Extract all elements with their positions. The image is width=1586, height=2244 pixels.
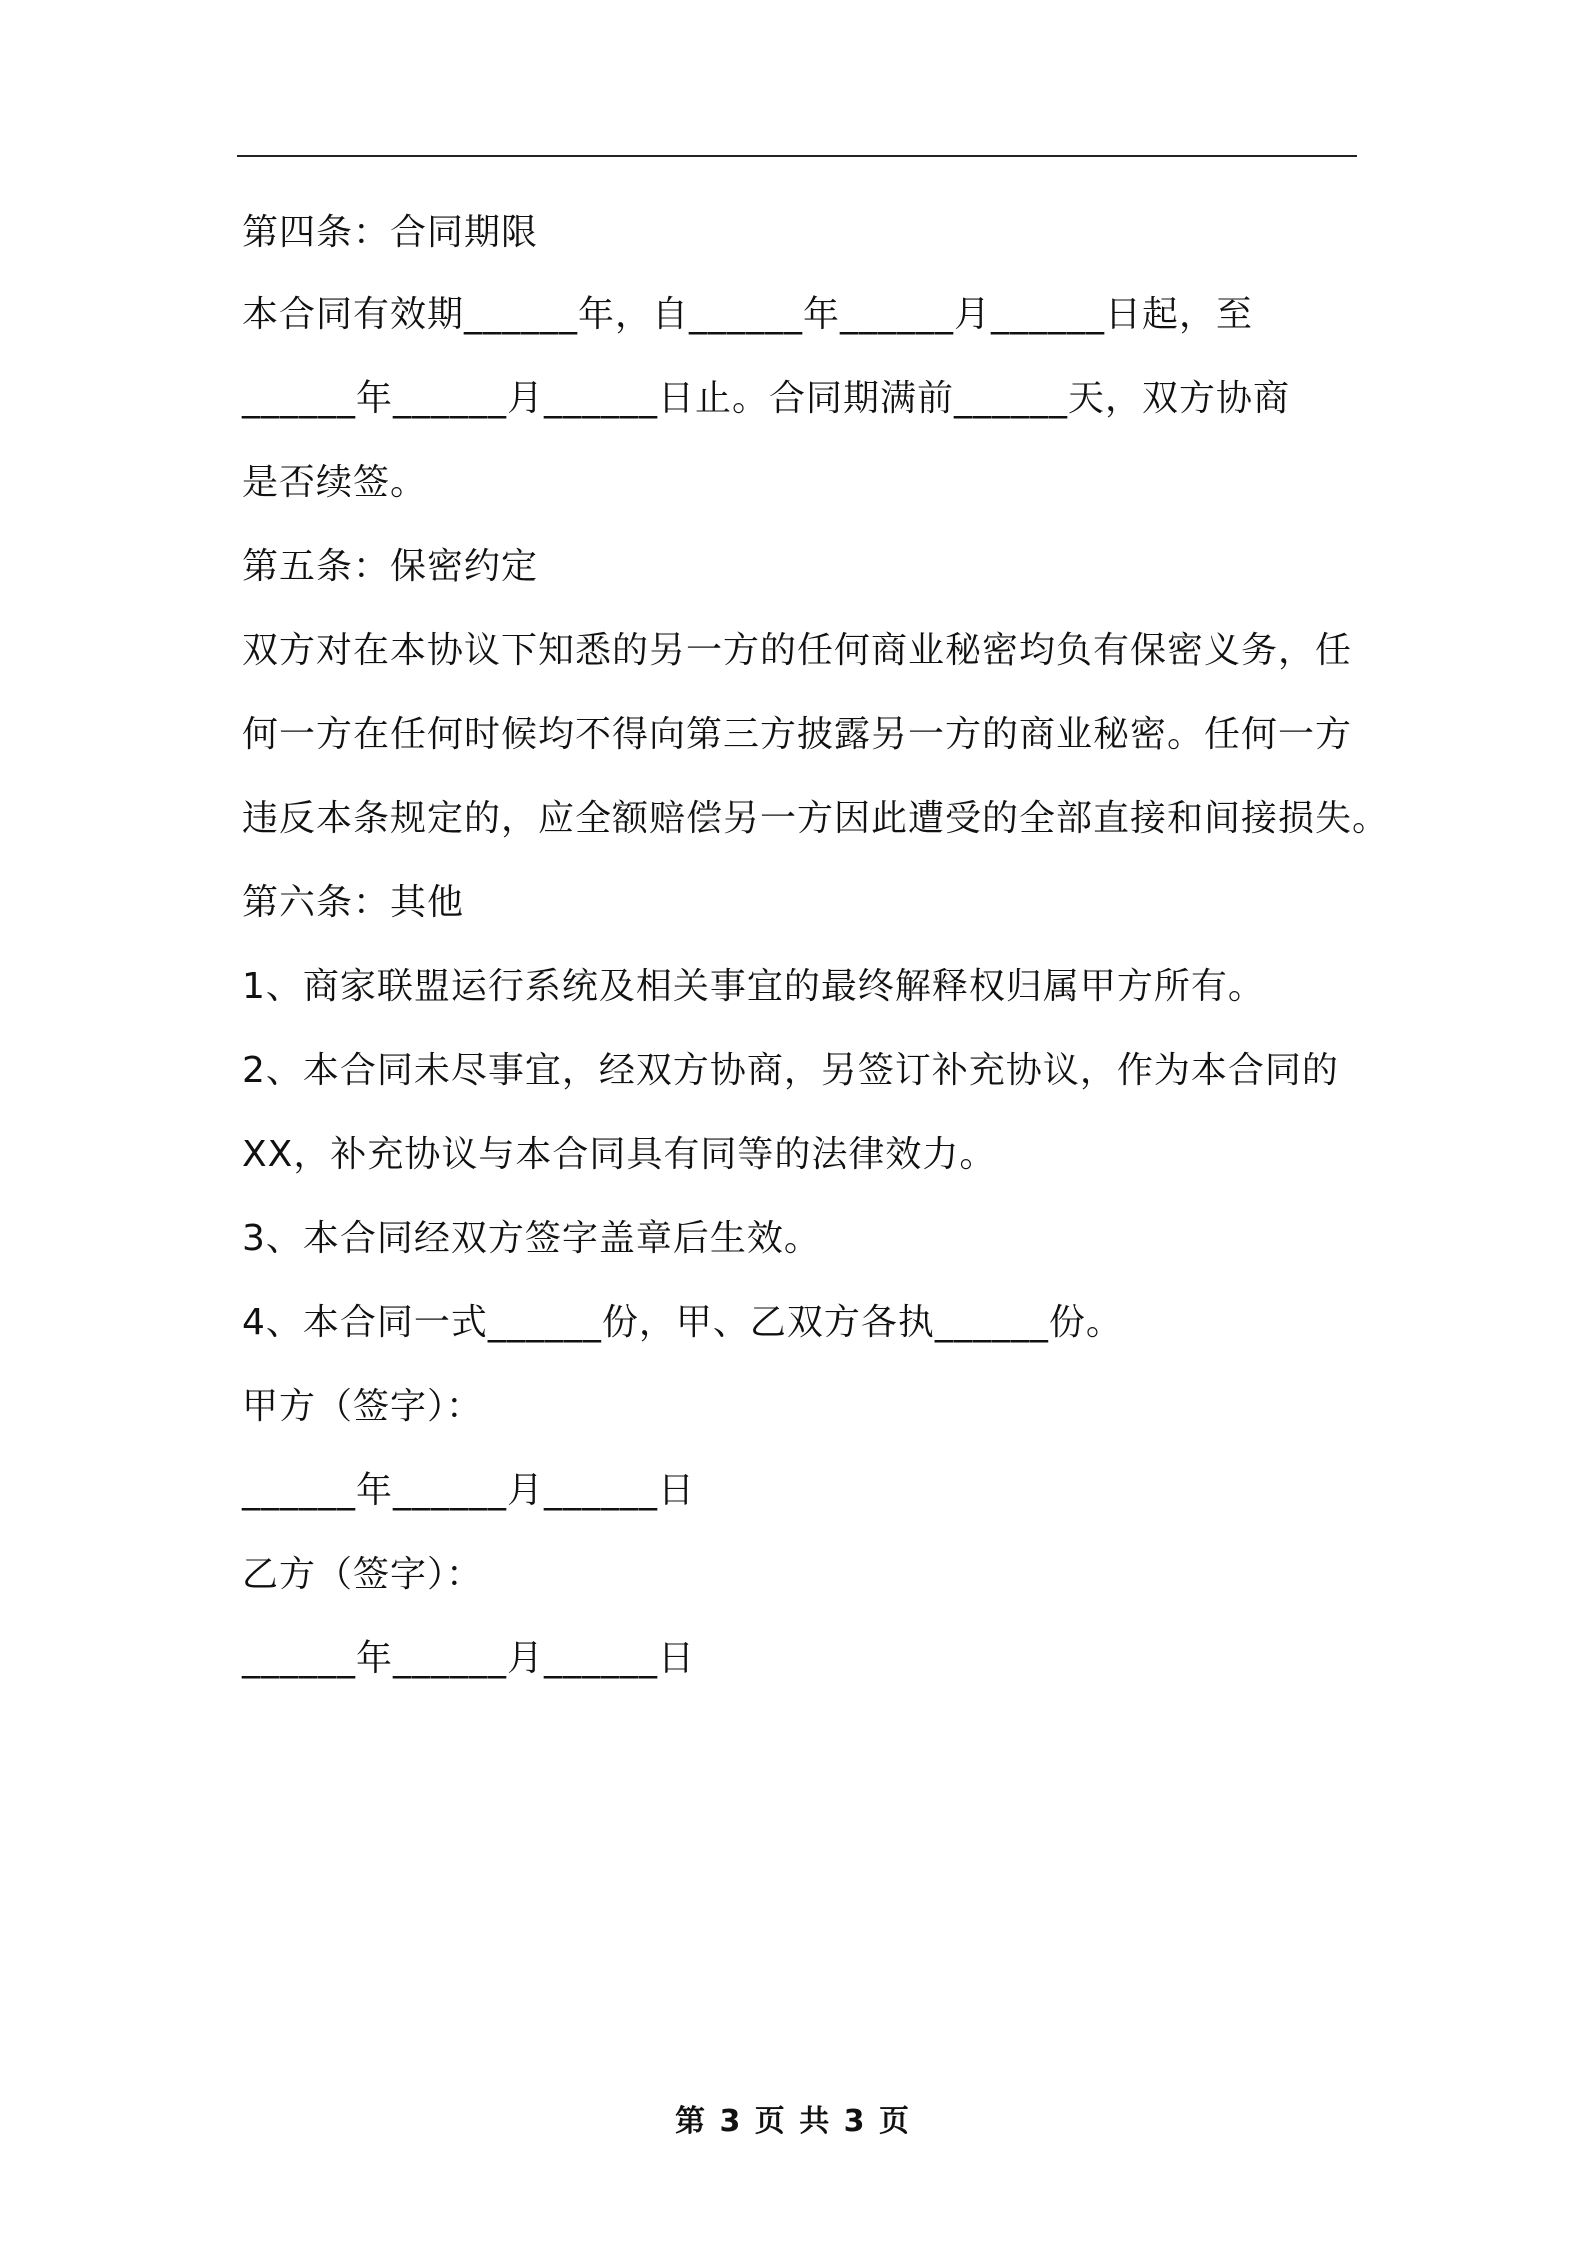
section4-body [242,290,1362,508]
section6-heading: 第六条：其他 [242,882,465,923]
page-number-footer: 第 3 页 共 3 页 [675,2104,911,2139]
section6-item-1: 1、商家联盟运行系统及相关事宜的最终解释权归属甲方所有。 [242,966,1265,1007]
section4-line-2: ______年______月______日止。合同期满前______天，双方协商 [242,378,1291,419]
party-a-signature-label: 甲方（签字）： [242,1386,484,1427]
section6-item-3: 3、本合同经双方签字盖章后生效。 [242,1218,821,1259]
document-body [242,196,1390,1684]
section4-heading: 第四条：合同期限 [242,212,539,253]
section6-item-2 [242,1046,1362,1180]
section6-item-4: 4、本合同一式______份，甲、乙双方各执______份。 [242,1302,1123,1343]
section6-item-2-line-1: 2、本合同未尽事宜，经双方协商，另签订补充协议，作为本合同的 [242,1050,1339,1091]
section6-item-2-line-2: XX，补充协议与本合同具有同等的法律效力。 [242,1134,997,1175]
section5-line-2: 何一方在任何时候均不得向第三方披露另一方的商业秘密。任何一方 [242,714,1353,755]
section5-body [242,626,1390,844]
section5-line-1: 双方对在本协议下知悉的另一方的任何商业秘密均负有保密义务，任 [242,630,1353,671]
party-a-date: ______年______月______日 [242,1470,695,1511]
party-b-date: ______年______月______日 [242,1638,695,1679]
section4-line-3: 是否续签。 [242,462,428,503]
header-rule [237,155,1357,157]
section5-heading: 第五条：保密约定 [242,546,539,587]
section5-line-3: 违反本条规定的，应全额赔偿另一方因此遭受的全部直接和间接损失。 [242,798,1390,839]
party-b-signature-label: 乙方（签字）： [242,1554,484,1595]
section4-line-1: 本合同有效期______年，自______年______月______日起，至 [242,294,1254,335]
